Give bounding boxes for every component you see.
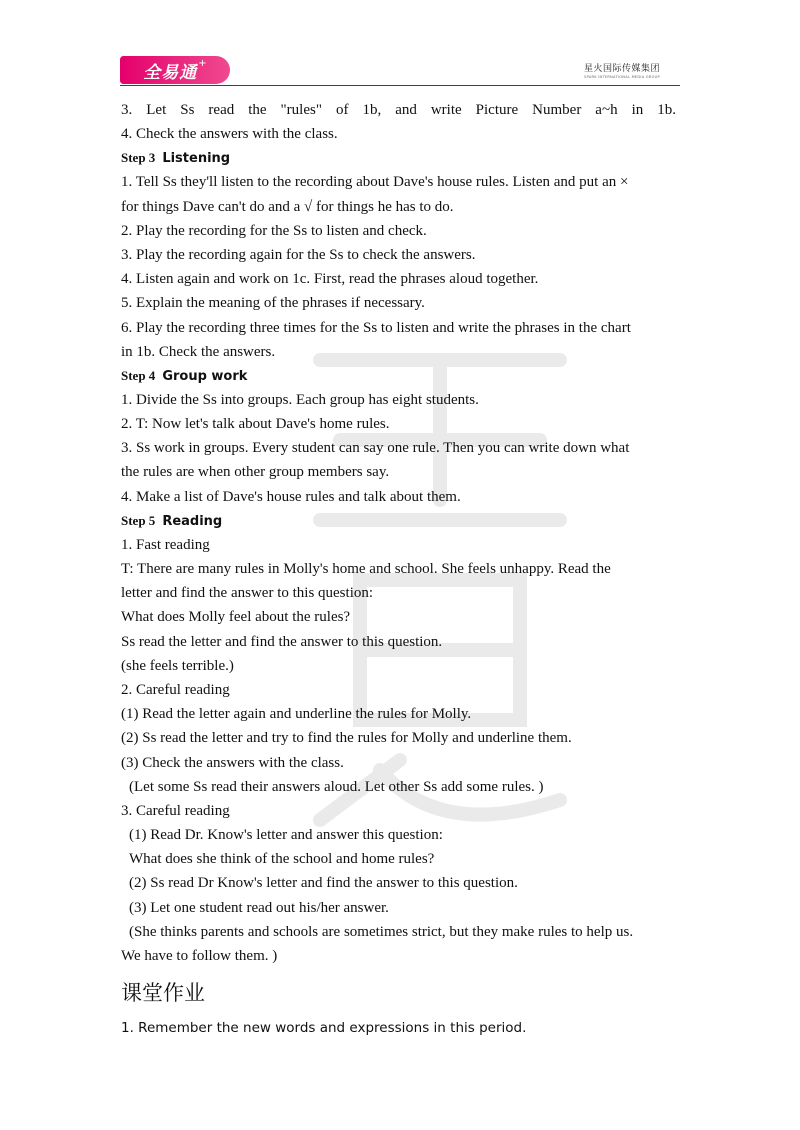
- text-line: We have to follow them. ): [121, 948, 278, 964]
- text-line: 2. T: Now let's talk about Dave's home rules.: [121, 416, 390, 433]
- text-line: (she feels terrible.): [121, 657, 234, 674]
- text-line: 1. Tell Ss they'll listen to the recording about Dave's house rules. Listen and put an ×: [121, 174, 629, 191]
- text-line: (2) Ss read Dr Know's letter and find the answer to this question.: [129, 875, 518, 892]
- text-line: T: There are many rules in Molly's home and school. She feels unhappy. Read the: [121, 561, 611, 577]
- text-line: 1. Divide the Ss into groups. Each group has eight students.: [121, 391, 479, 408]
- text-line: 5. Explain the meaning of the phrases if necessary.: [121, 295, 425, 312]
- text-line: for things Dave can't do and a √ for things he has to do.: [121, 198, 454, 215]
- publisher-brand: [584, 61, 660, 79]
- text-line: (She thinks parents and schools are sometimes strict, but they make rules to help us.: [129, 923, 634, 940]
- step-label: Step 3: [121, 150, 156, 166]
- text-line: 3. Careful reading: [121, 802, 230, 819]
- text-line: 3. Ss work in groups. Every student can say one rule. Then you can write down what: [121, 440, 630, 457]
- step-title: Reading: [162, 513, 223, 529]
- publisher-name-en: SPARK INTERNATIONAL MEDIA GROUP: [584, 75, 660, 79]
- step-heading: [121, 364, 676, 388]
- step-heading: [121, 509, 676, 533]
- header-divider: [120, 85, 680, 86]
- logo-star: +: [198, 57, 207, 69]
- homework-item: 1. Remember the new words and expressions in this period.: [121, 1020, 527, 1037]
- step-title: Group work: [162, 368, 248, 384]
- page-header: [120, 56, 680, 88]
- text-line: (Let some Ss read their answers aloud. Let other Ss add some rules. ): [129, 778, 544, 795]
- text-line: 4. Listen again and work on 1c. First, read the phrases aloud together.: [121, 271, 539, 288]
- text-line: (3) Let one student read out his/her answer.: [129, 899, 389, 916]
- text-line: 4. Check the answers with the class.: [121, 126, 338, 143]
- text-line: 2. Play the recording for the Ss to listen and check.: [121, 222, 427, 239]
- text-line: in 1b. Check the answers.: [121, 343, 276, 360]
- text-line: the rules are when other group members say.: [121, 464, 390, 481]
- text-line: 3. Let Ss read the "rules" of 1b, and write Picture Number a~h in 1b.: [121, 102, 676, 118]
- text-line: (1) Read Dr. Know's letter and answer this question:: [129, 827, 443, 844]
- text-line: 2. Careful reading: [121, 681, 230, 698]
- step-label: Step 4: [121, 367, 156, 383]
- text-line: letter and find the answer to this question:: [121, 585, 374, 602]
- logo-text: 全易通: [143, 62, 198, 83]
- text-line: 3. Play the recording again for the Ss to check the answers.: [121, 246, 476, 263]
- step-title: Listening: [162, 151, 231, 167]
- homework-heading: 课堂作业: [121, 981, 205, 1006]
- text-line: (1) Read the letter again and underline the rules for Molly.: [121, 706, 472, 723]
- publisher-name-cn: 星火国际传媒集团: [583, 64, 660, 74]
- logo: [120, 56, 230, 84]
- step-label: Step 5: [121, 512, 156, 528]
- text-line: What does Molly feel about the rules?: [121, 609, 351, 626]
- text-line: 6. Play the recording three times for the Ss to listen and write the phrases in the chart: [121, 319, 631, 336]
- text-line: Ss read the letter and find the answer to this question.: [121, 633, 443, 650]
- text-line: 4. Make a list of Dave's house rules and talk about them.: [121, 488, 461, 505]
- text-line: (3) Check the answers with the class.: [121, 754, 344, 771]
- text-line: What does she think of the school and home rules?: [129, 851, 435, 868]
- lesson-content: [121, 98, 676, 1040]
- text-line: 1. Fast reading: [121, 536, 210, 553]
- step-heading: [121, 146, 676, 170]
- text-line: (2) Ss read the letter and try to find the rules for Molly and underline them.: [121, 730, 572, 747]
